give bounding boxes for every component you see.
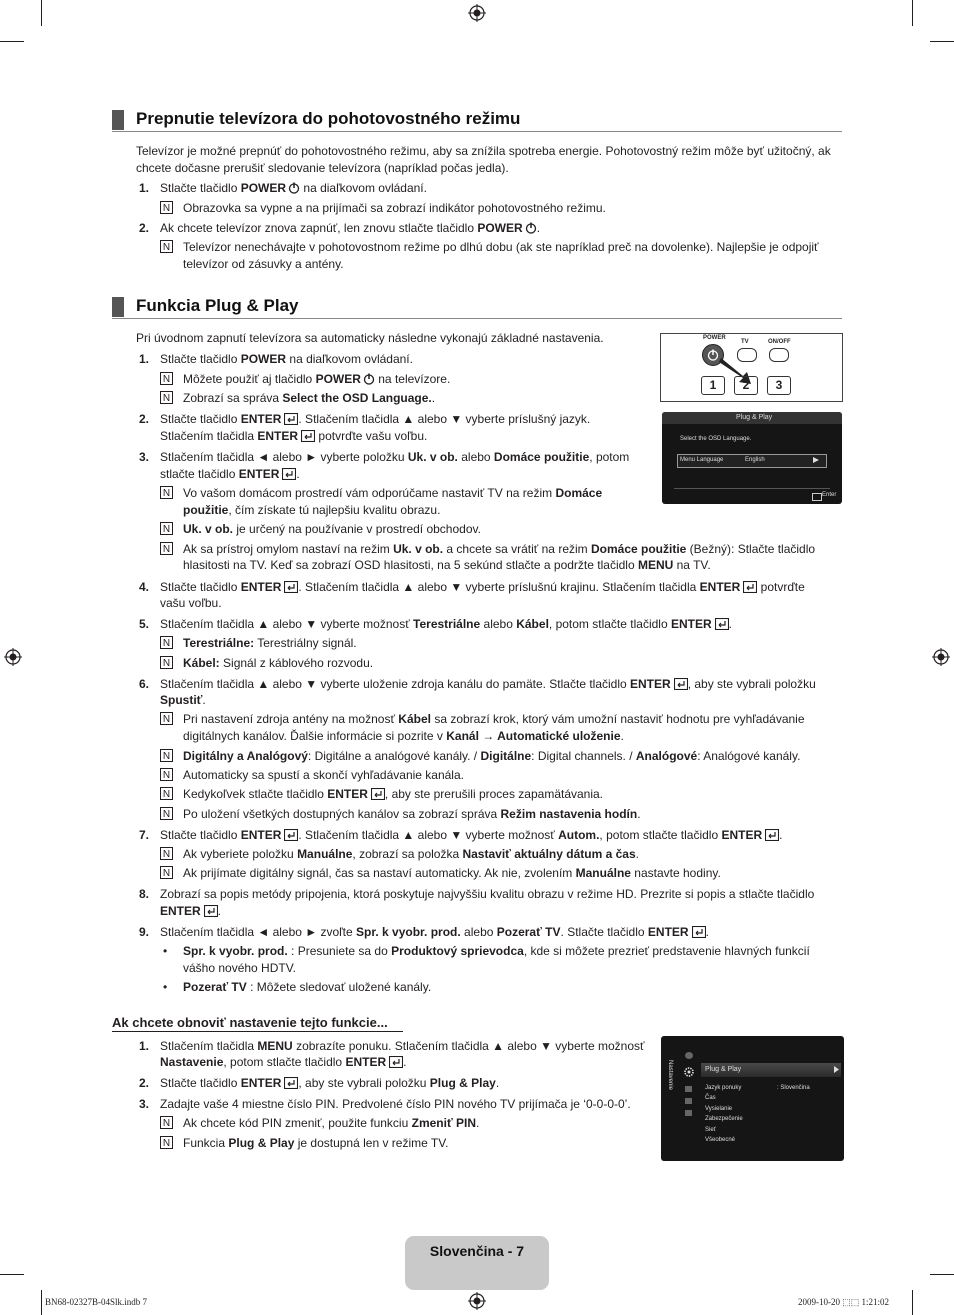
note-text: Funkcia Plug & Play je dostupná len v režime TV. [183,1136,449,1150]
note-text: hlasitosti na TV. Keď sa zobrazí OSD hlasitosti, na 5 sekúnd stlačte a podržte tlačidlo MENU na TV. [183,558,711,572]
onoff-button[interactable] [769,348,789,362]
tv-label: TV [741,339,749,345]
step-text: Stlačte tlačidlo ENTER . Stlačením tlačidla ▲ alebo ▼ vyberte možnosť Autom., potom stlačte tlačidlo ENTER . [160,828,783,842]
step-number: 3. [139,1097,150,1111]
subsection-underline [112,1031,403,1032]
bullet-text: Spr. k vyobr. prod. : Presuniete sa do Produktový sprievodca, kde si môžete prezrieť predstavenie hlavných funkcií [183,944,810,958]
step-text: Stlačte tlačidlo ENTER . Stlačením tlačidla ▲ alebo ▼ vyberte príslušný jazyk. [160,412,591,426]
note-text: Môžete použiť aj tlačidlo POWER na televízore. [183,372,451,386]
note-icon [160,712,173,725]
crop-mark [0,41,24,42]
note-text: Obrazovka sa vypne a na prijímači sa zobrazí indikátor pohotovostného režimu. [183,201,606,215]
power-icon [363,373,375,385]
osd-field-label: Menu Language [680,457,724,463]
step-text: Spustiť. [160,693,206,707]
osd-menu-item[interactable]: Čas [705,1095,716,1101]
note-icon [160,240,173,253]
enter-icon [301,430,315,442]
step-number: 3. [139,450,150,464]
remote-illustration [660,333,843,402]
crop-mark [930,1274,954,1275]
step-number: 1. [139,352,150,366]
step-number: 2. [139,412,150,426]
osd-menu-item[interactable]: Zabezpečenie [705,1116,743,1122]
enter-icon [371,788,385,800]
enter-icon [389,1056,403,1068]
bullet-text: vášho nového HDTV. [183,961,296,975]
step-number: 8. [139,887,150,901]
step-text: Stlačte tlačidlo ENTER . Stlačením tlačidla ▲ alebo ▼ vyberte príslušnú krajinu. Stlačením tlačidla ENTER potvrďte [160,580,805,594]
note-text: Ak sa prístroj omylom nastaví na režim Uk. v ob. a chcete sa vrátiť na režim Domáce použitie (Bežný): Stlačte tlačidlo [183,542,816,556]
crop-mark [41,1290,42,1315]
enter-icon [284,829,298,841]
step-text: Stlačte tlačidlo ENTER , aby ste vybrali položku Plug & Play. [160,1076,500,1090]
subsection-title: Ak chcete obnoviť nastavenie tejto funkcie... [112,1015,388,1030]
note-icon [160,847,173,860]
step-text: Stlačením tlačidla ◄ alebo ► zvoľte Spr. k vyobr. prod. alebo Pozerať TV. Stlačte tlačidlo ENTER . [160,925,709,939]
key-2[interactable]: 2 [734,376,758,395]
osd-title: Plug & Play [736,414,773,421]
step-number: 1. [139,181,150,195]
section-intro: Pri úvodnom zapnutí televízora sa automaticky následne vykonajú základné nastavenia. [136,331,604,345]
note-text: Vo vašom domácom prostredí vám odporúčame nastaviť TV na režim Domáce [183,486,603,500]
note-icon [160,372,173,385]
note-icon [160,542,173,555]
menu-icon-picture [685,1052,693,1059]
enter-icon [284,581,298,593]
file-name: BN68-02327B-04Slk.indb 7 [45,1297,148,1307]
step-text: Nastavenie, potom stlačte tlačidlo ENTER . [160,1055,407,1069]
arrow-right-icon [813,457,819,463]
enter-icon [743,581,757,593]
step-text: Stlačením tlačidla ▲ alebo ▼ vyberte uloženie zdroja kanálu do pamäte. Stlačte tlačidlo ENTER , aby ste vybrali položku [160,677,816,691]
step-text: vašu voľbu. [160,596,222,610]
note-icon [160,656,173,669]
note-text: televízor od zásuvky a antény. [183,257,344,271]
step-text: stlačte tlačidlo ENTER . [160,467,300,481]
step-number: 2. [139,1076,150,1090]
note-icon [160,201,173,214]
note-text: digitálnych kanálov. Ďalšie informácie si pozrite v Kanál → Automatické uloženie. [183,729,624,743]
note-text: Uk. v ob. je určený na používanie v prostredí obchodov. [183,522,481,536]
note-text: Televízor nenechávajte v pohotovostnom režime po dlhú dobu (ak ste napríklad preč na dovolenke). Najlepšie je odpojiť [183,240,819,254]
enter-icon [765,829,779,841]
enter-icon [282,468,296,480]
note-icon [160,636,173,649]
osd-menu-item[interactable]: Jazyk ponuky [705,1085,742,1091]
note-text: Kedykoľvek stlačte tlačidlo ENTER , aby ste prerušili proces zapamätávania. [183,787,604,801]
note-icon [160,768,173,781]
osd-language-screen [662,412,842,504]
section-marker [112,297,124,317]
note-text: Pri nastavení zdroja antény na možnosť Kábel sa zobrazí krok, ktorý vám umožní nastaviť hodnotu pre vyhľadávanie [183,712,805,726]
enter-icon [812,493,822,501]
step-text: Stlačením tlačidla ▲ alebo ▼ vyberte možnosť Terestriálne alebo Kábel, potom stlačte tlačidlo ENTER . [160,617,732,631]
print-date: 2009-10-20 ⬚⬚ 1:21:02 [798,1297,890,1307]
power-icon [525,222,537,234]
note-icon [160,866,173,879]
note-icon [160,807,173,820]
note-text: Zobrazí sa správa Select the OSD Language.. [183,391,436,405]
osd-menu-item[interactable]: Sieť [705,1127,716,1133]
note-text: použitie, čím získate tú najlepšiu kvalitu obrazu. [183,503,441,517]
page-number: Slovenčina - 7 [429,1243,525,1259]
osd-side-label: Nastavenie [667,1060,673,1091]
bullet: • [163,944,168,958]
step-number: 2. [139,221,150,235]
osd-menu-item-value: : Slovenčina [777,1085,810,1091]
osd-setup-menu [661,1036,844,1161]
key-1[interactable]: 1 [701,376,725,395]
onoff-label: ON/OFF [768,339,791,345]
note-text: Ak chcete kód PIN zmeniť, použite funkciu Zmeniť PIN. [183,1116,480,1130]
menu-icon-channel [685,1086,692,1092]
gear-icon [683,1066,695,1078]
note-text: Kábel: Signál z káblového rozvodu. [183,656,374,670]
registration-mark-icon [468,4,486,22]
note-icon [160,1136,173,1149]
step-text: Zobrazí sa popis metódy pripojenia, ktorá poskytuje najvyššiu kvalitu obrazu v režime HD. Prezrite si popis a stlačte tlačidlo [160,887,815,901]
crop-mark [912,0,913,26]
note-text: Ak prijímate digitálny signál, čas sa nastaví automaticky. Ak nie, zvolením Manuálne nastavte hodiny. [183,866,721,880]
enter-icon [284,413,298,425]
section-title: Funkcia Plug & Play [136,296,299,315]
crop-mark [0,1274,24,1275]
step-number: 9. [139,925,150,939]
step-number: 1. [139,1039,150,1053]
section-intro: Televízor je možné prepnúť do pohotovostného režimu, aby sa znížila spotreba energie. Pohotovostný režim môže byť užitočný, ak chcete dočasne prerušiť sledovanie televízora (napríklad počas jedla). [136,144,831,175]
note-icon [160,787,173,800]
step-number: 6. [139,677,150,691]
step-number: 4. [139,580,150,594]
bullet-text: Pozerať TV : Môžete sledovať uložené kanály. [183,980,432,994]
osd-prompt: Select the OSD Language. [680,436,752,442]
step-text: ENTER . [160,904,222,918]
step-text: Stlačte tlačidlo POWER na diaľkovom ovládaní. [160,352,413,366]
note-text: Automaticky sa spustí a skončí vyhľadávanie kanála. [183,768,464,782]
step-text: Stlačte tlačidlo POWER na diaľkovom ovládaní. [160,181,427,195]
section-title: Prepnutie televízora do pohotovostného režimu [136,109,521,128]
step-text: Ak chcete televízor znova zapnúť, len znovu stlačte tlačidlo POWER . [160,221,541,235]
osd-menu-item[interactable]: Vysielanie [705,1106,733,1112]
enter-icon [674,678,688,690]
osd-menu-item[interactable]: Všeobecné [705,1137,736,1143]
osd-hint: Enter [822,492,837,498]
note-icon [160,522,173,535]
key-3[interactable]: 3 [767,376,791,395]
crop-mark [912,1290,913,1315]
power-label: POWER [703,335,726,341]
osd-menu-header: Plug & Play [705,1066,742,1073]
step-text: Stlačením tlačidla ◄ alebo ► vyberte položku Uk. v ob. alebo Domáce použitie, potom [160,450,630,464]
note-icon [160,486,173,499]
registration-mark-icon [468,1292,486,1310]
crop-mark [930,41,954,42]
enter-icon [692,926,706,938]
arrow-right-icon [834,1066,839,1073]
step-number: 5. [139,617,150,631]
section-divider [112,131,842,132]
crop-mark [41,0,42,26]
bullet: • [163,980,168,994]
step-text: Stlačením tlačidla MENU zobrazíte ponuku. Stlačením tlačidla ▲ alebo ▼ vyberte možnosť [160,1039,645,1053]
step-text: Zadajte vaše 4 miestne číslo PIN. Predvolené číslo PIN nového TV prijímača je ‘0-0-0-0’. [160,1097,631,1111]
note-text: Digitálny a Analógový: Digitálne a analógové kanály. / Digitálne: Digital channels. / Analógové: Analógové kanály. [183,749,801,763]
osd-divider [674,488,830,489]
enter-icon [204,905,218,917]
enter-icon [715,618,729,630]
note-text: Terestriálne: Terestriálny signál. [183,636,357,650]
section-divider [112,318,842,319]
registration-mark-icon [4,648,22,666]
note-icon [160,391,173,404]
note-text: Ak vyberiete položku Manuálne, zobrazí sa položka Nastaviť aktuálny dátum a čas. [183,847,639,861]
section-marker [112,110,124,130]
step-number: 7. [139,828,150,842]
power-icon [288,182,300,194]
enter-icon [284,1077,298,1089]
registration-mark-icon [932,648,950,666]
step-text: Stlačením tlačidla ENTER potvrďte vašu voľbu. [160,429,428,443]
note-icon [160,749,173,762]
note-icon [160,1116,173,1129]
note-text: Po uložení všetkých dostupných kanálov sa zobrazí správa Režim nastavenia hodín. [183,807,641,821]
menu-icon-input [685,1098,692,1104]
osd-field-value: English [745,457,765,463]
menu-icon-app [685,1110,692,1116]
